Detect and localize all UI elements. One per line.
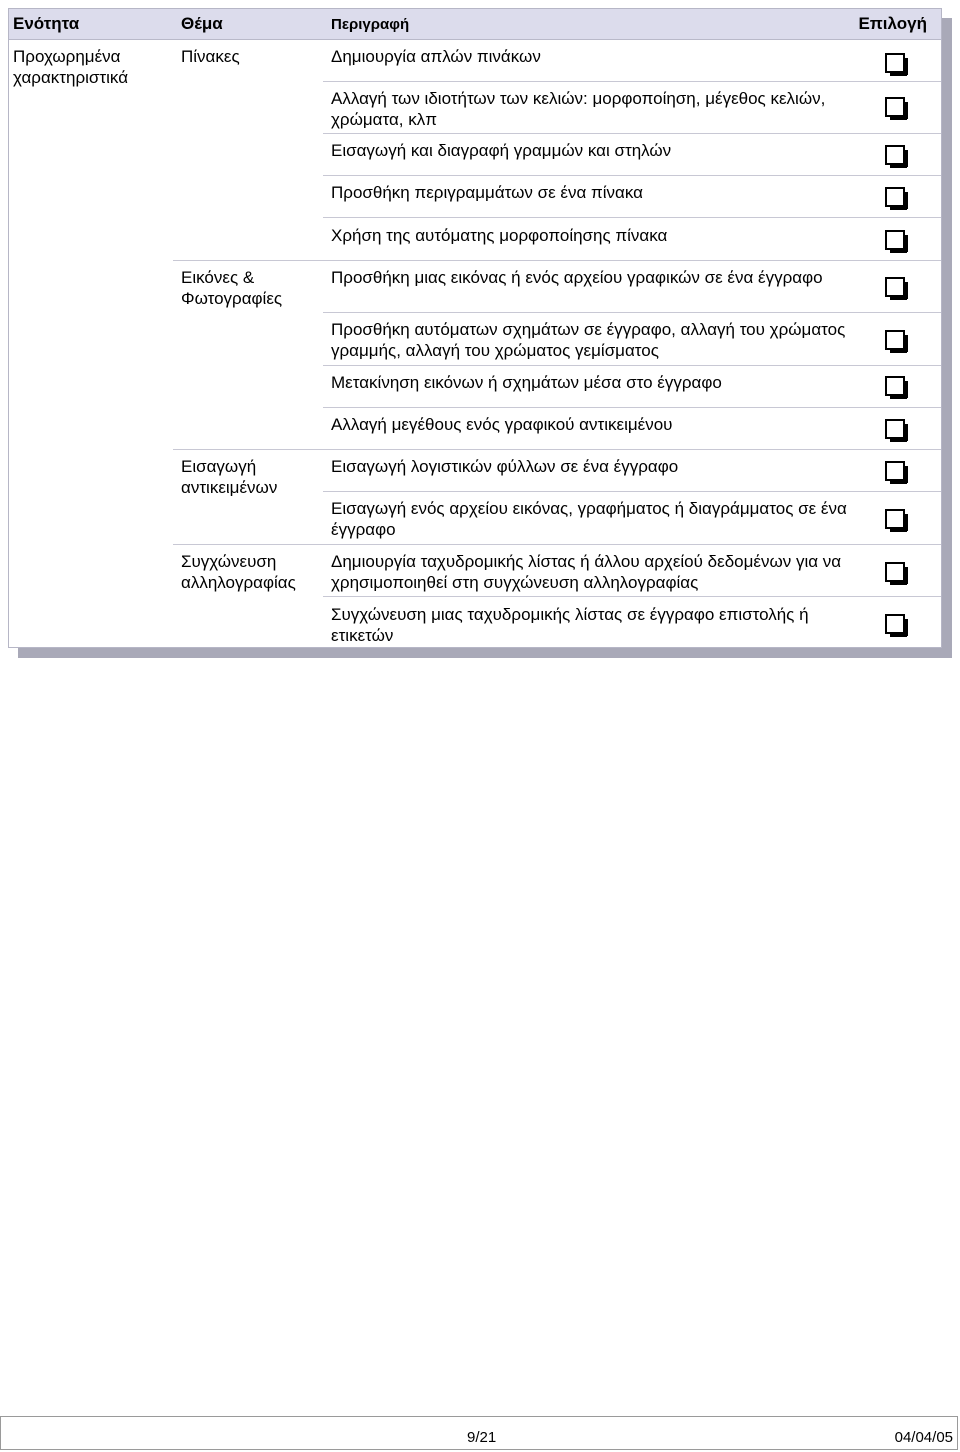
description-cell: Εισαγωγή λογιστικών φύλλων σε ένα έγγραφο: [331, 457, 679, 476]
choice-checkbox[interactable]: [885, 614, 905, 634]
table-header: [9, 9, 941, 40]
row-divider: [323, 491, 941, 492]
row-divider: [323, 407, 941, 408]
description-cell: Αλλαγή των ιδιοτήτων των κελιών: μορφοποίηση, μέγεθος κελιών, χρώματα, κλπ: [331, 89, 826, 129]
description-cell: Εισαγωγή ενός αρχείου εικόνας, γραφήματος ή διαγράμματος σε ένα έγγραφο: [331, 499, 847, 539]
choice-checkbox[interactable]: [885, 145, 905, 165]
header-topic: Θέμα: [181, 14, 223, 33]
description-cell: Συγχώνευση μιας ταχυδρομικής λίστας σε έγγραφο επιστολής ή ετικετών: [331, 605, 809, 645]
description-cell: Προσθήκη μιας εικόνας ή ενός αρχείου γραφικών σε ένα έγγραφο: [331, 268, 823, 287]
row-divider: [323, 312, 941, 313]
page-footer: [0, 1416, 958, 1450]
header-description: Περιγραφή: [331, 16, 410, 33]
choice-checkbox[interactable]: [885, 330, 905, 350]
choice-checkbox[interactable]: [885, 277, 905, 297]
choice-checkbox[interactable]: [885, 53, 905, 73]
description-cell: Δημιουργία ταχυδρομικής λίστας ή άλλου αρχείού δεδομένων για να χρησιμοποιηθεί στη συγχώνευση αλληλογραφίας: [331, 552, 842, 592]
description-cell: Αλλαγή μεγέθους ενός γραφικού αντικειμένου: [331, 415, 673, 434]
topic-label: Εικόνες & Φωτογραφίες: [181, 268, 283, 308]
topic-label: Συγχώνευση αλληλογραφίας: [181, 552, 296, 592]
description-cell: Προσθήκη αυτόματων σχημάτων σε έγγραφο, αλλαγή του χρώματος γραμμής, αλλαγή του χρώματος γεμίσματος: [331, 320, 846, 360]
header-section: Ενότητα: [13, 14, 80, 33]
row-divider: [323, 133, 941, 134]
choice-checkbox[interactable]: [885, 97, 905, 117]
choice-checkbox[interactable]: [885, 376, 905, 396]
row-divider: [173, 449, 941, 450]
section-label: Προχωρημένα χαρακτηριστικά: [13, 47, 129, 87]
description-cell: Προσθήκη περιγραμμάτων σε ένα πίνακα: [331, 183, 644, 202]
row-divider: [323, 175, 941, 176]
description-cell: Εισαγωγή και διαγραφή γραμμών και στηλών: [331, 141, 672, 160]
topic-label: Εισαγωγή αντικειμένων: [181, 457, 278, 497]
row-divider: [323, 217, 941, 218]
syllabus-table: [8, 8, 942, 648]
choice-checkbox[interactable]: [885, 461, 905, 481]
choice-checkbox[interactable]: [885, 509, 905, 529]
row-divider: [323, 81, 941, 82]
description-cell: Δημιουργία απλών πινάκων: [331, 47, 541, 66]
choice-checkbox[interactable]: [885, 419, 905, 439]
description-cell: Χρήση της αυτόματης μορφοποίησης πίνακα: [331, 226, 668, 245]
choice-checkbox[interactable]: [885, 230, 905, 250]
footer-date: 04/04/05: [894, 1429, 953, 1446]
row-divider: [323, 596, 941, 597]
choice-checkbox[interactable]: [885, 187, 905, 207]
row-divider: [173, 544, 941, 545]
page-number: 9/21: [467, 1429, 497, 1446]
row-divider: [173, 260, 941, 261]
topic-label: Πίνακες: [181, 47, 240, 66]
description-cell: Μετακίνηση εικόνων ή σχημάτων μέσα στο έγγραφο: [331, 373, 722, 392]
choice-checkbox[interactable]: [885, 562, 905, 582]
row-divider: [323, 365, 941, 366]
header-choice: Επιλογή: [858, 14, 927, 33]
